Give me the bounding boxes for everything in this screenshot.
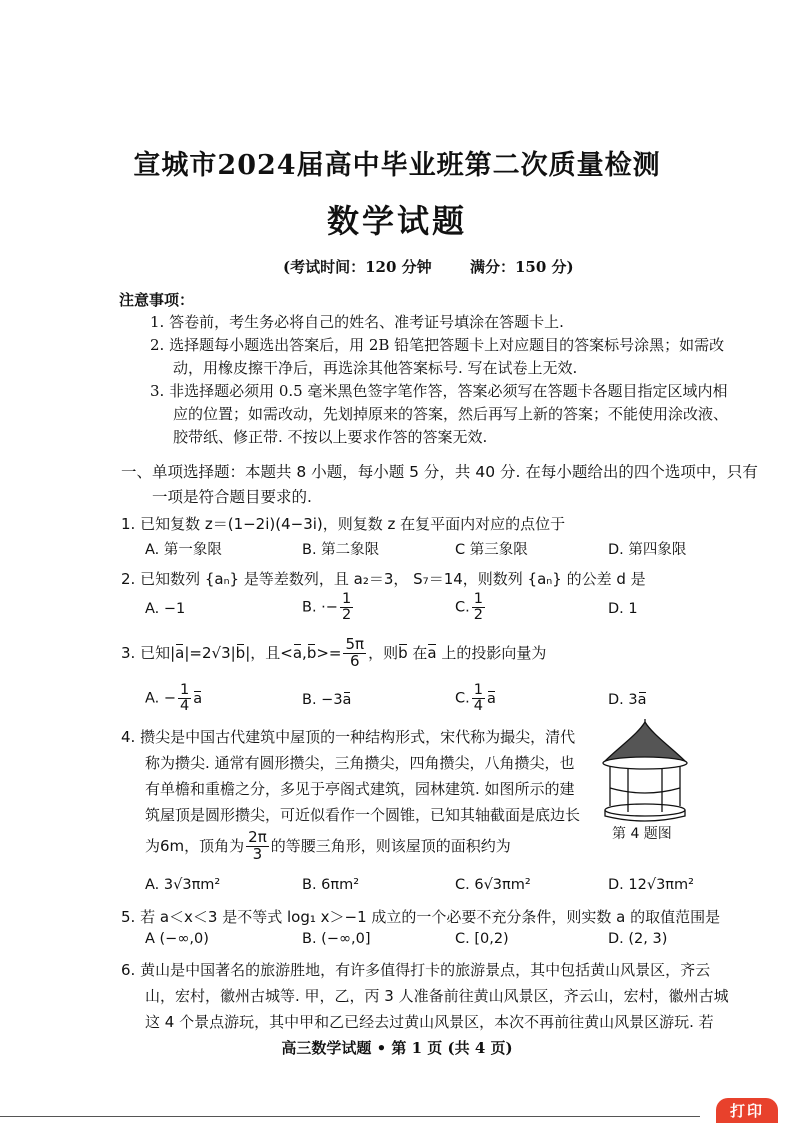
note-line: 1. 答卷前，考生务必将自己的姓名、准考证号填涂在答题卡上. <box>150 313 564 331</box>
question-6-line: 这 4 个景点游玩，其中甲和乙已经去过黄山风景区，本次不再前往黄山风景区游玩. 若 <box>145 1013 714 1031</box>
q5-option-a: A (−∞,0) <box>145 931 209 947</box>
page-footer: 高三数学试题 • 第 1 页 (共 4 页) <box>281 1039 513 1057</box>
q2-option-b <box>302 592 355 623</box>
question-3-stem <box>121 637 546 670</box>
question-4-line: 有单檐和重檐之分，多见于亭阁式建筑，园林建筑. 如图所示的建 <box>145 780 575 798</box>
fraction <box>340 592 353 623</box>
note-line: 2. 选择题每小题选出答案后，用 2B 铅笔把答题卡上对应题目的答案标号涂黑；如需改 <box>150 336 725 354</box>
vector-a: a <box>427 643 437 662</box>
bottom-divider <box>0 1116 700 1117</box>
fraction-denominator: 3 <box>252 844 263 863</box>
q4-text: 的等腰三角形，则该屋顶的面积约为 <box>270 836 511 855</box>
q3-option-a-label: A. − <box>145 690 177 707</box>
q3-option-c <box>455 683 496 714</box>
vector-b: b <box>235 643 246 662</box>
exam-time: (考试时间：120 分钟 <box>283 258 432 276</box>
question-4-line: 筑屋顶是圆形攒尖，可近似看作一个圆锥，已知其轴截面是底边长 <box>145 806 581 824</box>
note-line: 胶带纸、修正带. 不按以上要求作答的答案无效. <box>173 428 488 446</box>
vector-a: a <box>342 692 352 708</box>
q3-option-b <box>302 692 351 708</box>
section-heading: 一、单项选择题：本题共 8 小题，每小题 5 分，共 40 分. 在每小题给出的四个选项中，只有 <box>121 463 758 481</box>
q4-option-a: A. 3√3πm² <box>145 877 221 893</box>
q1-option-a: A. 第一象限 <box>145 542 222 558</box>
fraction-denominator: 2 <box>341 607 352 624</box>
note-line: 应的位置；如需改动，先划掉原来的答案，然后再写上新的答案；不能使用涂改液、 <box>173 405 729 423</box>
exam-title: 宣城市2024届高中毕业班第二次质量检测 <box>133 150 661 181</box>
q3-text: , <box>302 643 307 662</box>
q2-option-c <box>455 592 487 623</box>
q3-option-c-label: C. <box>455 690 470 707</box>
q3-option-b-label: B. −3 <box>302 692 343 708</box>
fraction-numerator: 2π <box>248 828 267 846</box>
question-2-stem: 2. 已知数列 {aₙ} 是等差数列，且 a₂＝3， S₇＝14，则数列 {aₙ} 的公差 d 是 <box>121 570 646 588</box>
q3-text: ，则 <box>368 643 399 662</box>
fraction-numerator: 5π <box>345 635 365 653</box>
question-5-stem: 5. 若 a＜x＜3 是不等式 log₁ x＞−1 成立的一个必要不充分条件，则实数 a 的取值范围是 <box>121 908 721 926</box>
note-line: 3. 非选择题必须用 0.5 毫米黑色签字笔作答，答案必须写在答题卡各题目指定区域内相 <box>150 382 728 400</box>
fraction-denominator: 6 <box>350 651 360 670</box>
q3-text: |=2√3| <box>184 643 236 662</box>
q4-option-b: B. 6πm² <box>302 877 360 893</box>
vector-a: a <box>175 643 185 662</box>
vector-a: a <box>486 690 496 707</box>
fraction <box>246 830 269 863</box>
vector-b: b <box>398 643 408 662</box>
notes-heading: 注意事项： <box>119 291 195 309</box>
q4-text: 为6m，顶角为 <box>145 836 245 855</box>
q1-option-b: B. 第二象限 <box>302 542 380 558</box>
full-score: 满分：150 分) <box>470 258 574 276</box>
question-6-line: 山，宏村，徽州古城等. 甲，乙，丙 3 人准备前往黄山风景区，齐云山，宏村，徽州古城 <box>145 987 729 1005</box>
fraction <box>343 637 366 670</box>
q5-option-d: D. (2, 3) <box>608 931 668 947</box>
vector-a: a <box>193 690 203 707</box>
q3-text: |，且< <box>245 643 293 662</box>
q5-option-b: B. (−∞,0] <box>302 931 371 947</box>
vector-a: a <box>637 692 647 708</box>
q3-text: >= <box>316 643 342 662</box>
fraction <box>472 592 485 623</box>
vector-a: a <box>292 643 303 662</box>
fraction <box>178 683 191 714</box>
q1-option-d: D. 第四象限 <box>608 542 687 558</box>
fraction-numerator: 1 <box>473 591 483 607</box>
q3-text: 上的投影向量为 <box>436 643 547 662</box>
note-line: 动，用橡皮擦干净后，再选涂其他答案标号. 写在试卷上无效. <box>173 359 578 377</box>
q3-text: 在 <box>407 643 428 662</box>
fraction-numerator: 1 <box>473 682 483 698</box>
question-6-line: 6. 黄山是中国著名的旅游胜地，有许多值得打卡的旅游景点，其中包括黄山风景区，齐云 <box>121 961 711 979</box>
fraction-denominator: 2 <box>473 607 483 624</box>
q3-option-d-label: D. 3 <box>608 692 638 708</box>
question-4-line <box>145 830 511 863</box>
question-1-stem: 1. 已知复数 z＝(1−2i)(4−3i)，则复数 z 在复平面内对应的点位于 <box>121 515 566 533</box>
q4-option-d: D. 12√3πm² <box>608 877 694 893</box>
q3-option-a <box>145 683 202 714</box>
q3-text: 3. 已知| <box>121 643 176 662</box>
q5-option-c: C. [0,2) <box>455 931 509 947</box>
q2-option-a: A. −1 <box>145 601 186 617</box>
q2-option-d: D. 1 <box>608 601 638 617</box>
fraction-numerator: 1 <box>180 682 190 698</box>
fraction-denominator: 4 <box>473 698 483 715</box>
figure-caption: 第 4 题图 <box>612 826 672 842</box>
question-4-line: 4. 攒尖是中国古代建筑中屋顶的一种结构形式，宋代称为撮尖，清代 <box>121 728 576 746</box>
section-heading: 一项是符合题目要求的. <box>152 488 312 506</box>
print-button[interactable]: 打印 <box>716 1098 778 1123</box>
q1-option-c: C 第三象限 <box>455 542 528 558</box>
fraction-denominator: 4 <box>180 698 190 715</box>
q2-option-b-label: B. ·− <box>302 599 338 616</box>
pavilion-figure <box>598 718 692 822</box>
q3-option-d <box>608 692 647 708</box>
question-4-line: 称为攒尖. 通常有圆形攒尖，三角攒尖，四角攒尖，八角攒尖，也 <box>145 754 575 772</box>
q4-option-c: C. 6√3πm² <box>455 877 531 893</box>
fraction-numerator: 1 <box>341 591 352 607</box>
exam-subtitle: 数学试题 <box>326 202 467 240</box>
q2-option-c-label: C. <box>455 599 470 616</box>
vector-b: b <box>306 643 317 662</box>
fraction <box>472 683 485 714</box>
